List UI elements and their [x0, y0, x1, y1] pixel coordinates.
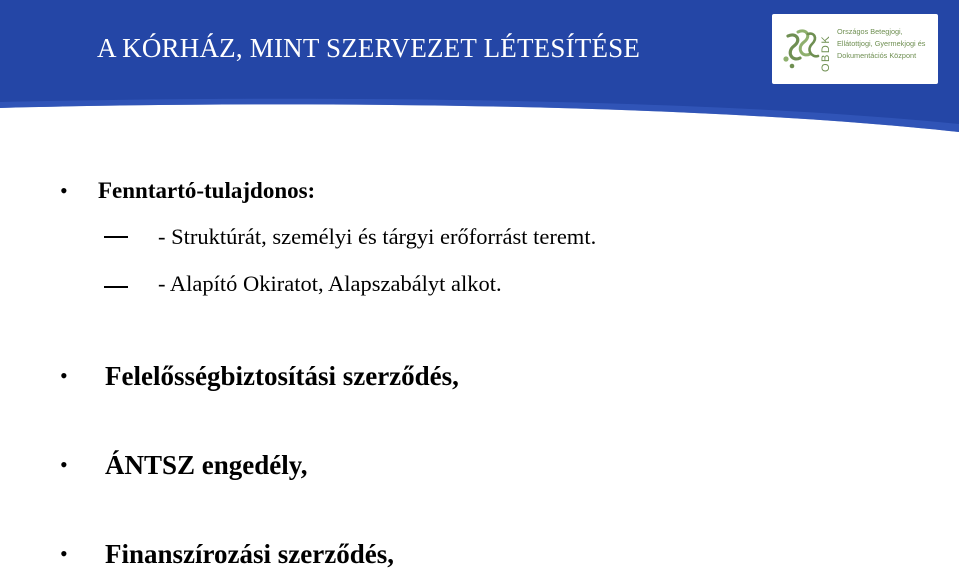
sub-list-item-label: - Alapító Okiratot, Alapszabályt alkot.	[158, 271, 502, 296]
sub-list-item-label: - Struktúrát, személyi és tárgyi erőforrást teremt.	[158, 224, 597, 249]
bullet-icon: •	[60, 363, 68, 388]
list-item-label: Finanszírozási szerződés,	[105, 539, 394, 569]
bullet-icon: •	[60, 452, 68, 477]
logo-abbreviation: OBDK	[820, 34, 832, 72]
bullet-icon: •	[60, 541, 68, 566]
logo-line-3: Dokumentációs Központ	[837, 51, 917, 60]
obdk-logo-icon	[772, 14, 938, 84]
list-item-label: ÁNTSZ engedély,	[105, 450, 308, 480]
list-item-label: Felelősségbiztosítási szerződés,	[105, 361, 459, 391]
bullet-icon: •	[60, 178, 68, 203]
logo-line-2: Ellátottjogi, Gyermekjogi és	[837, 39, 926, 48]
header-banner	[0, 0, 959, 132]
logo	[772, 14, 938, 84]
list-item-label: Fenntartó-tulajdonos:	[98, 178, 316, 203]
dash-icon	[104, 286, 128, 288]
dash-icon	[104, 236, 128, 238]
slide-title: A KÓRHÁZ, MINT SZERVEZET LÉTESÍTÉSE	[97, 33, 641, 63]
logo-line-1: Országos Betegjogi,	[837, 27, 903, 36]
